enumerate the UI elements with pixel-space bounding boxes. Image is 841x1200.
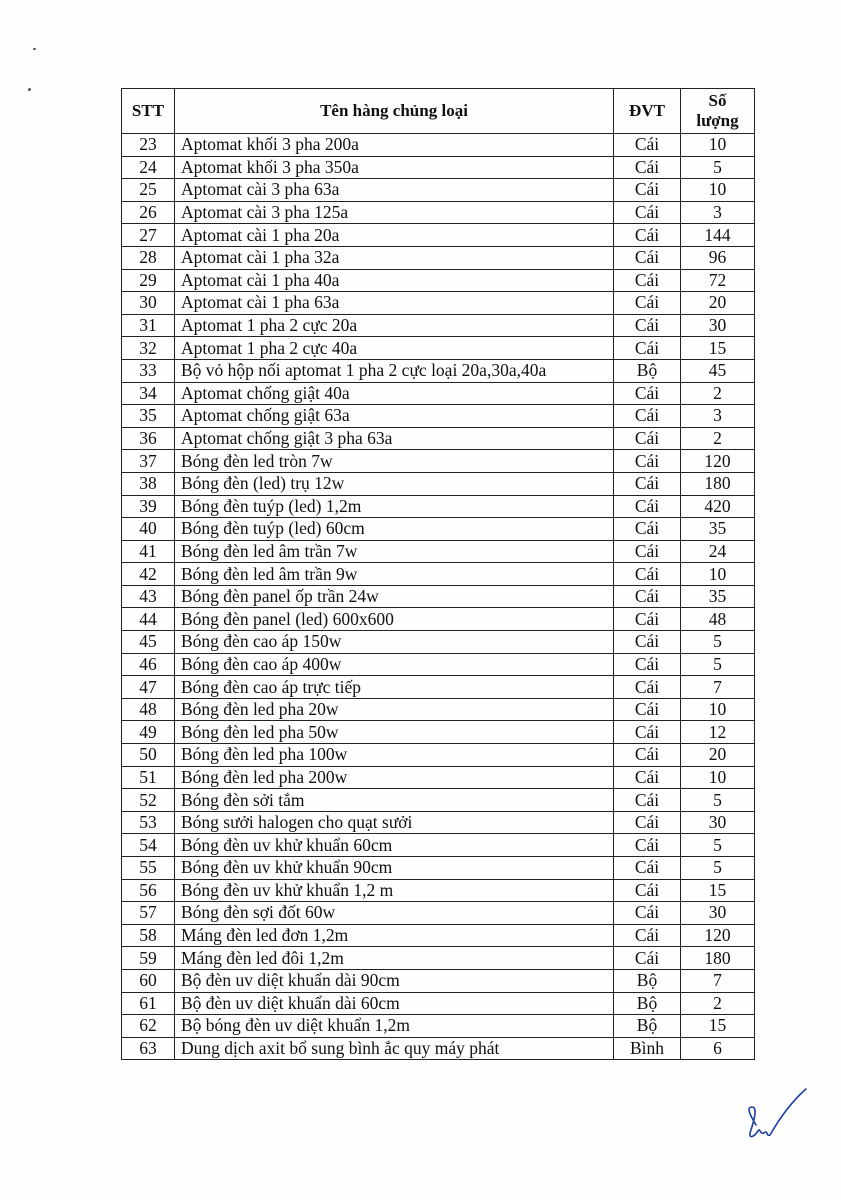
row-stt: 49 [122,721,175,744]
table-row [122,947,755,970]
row-quantity: 2 [681,382,755,405]
row-quantity: 20 [681,292,755,315]
table-row [122,495,755,518]
table-row [122,698,755,721]
row-unit: Cái [614,744,681,767]
row-unit: Cái [614,518,681,541]
table-row [122,382,755,405]
row-quantity: 5 [681,857,755,880]
row-item-name: Dung dịch axit bổ sung bình ắc quy máy phát [175,1037,614,1060]
table-row [122,292,755,315]
row-unit: Cái [614,179,681,202]
row-quantity: 20 [681,744,755,767]
row-quantity: 12 [681,721,755,744]
row-item-name: Bóng đèn led tròn 7w [175,450,614,473]
table-row [122,472,755,495]
row-quantity: 15 [681,879,755,902]
table-row [122,224,755,247]
row-stt: 42 [122,563,175,586]
row-stt: 40 [122,518,175,541]
row-unit: Cái [614,676,681,699]
row-stt: 58 [122,924,175,947]
row-unit: Cái [614,224,681,247]
table-row [122,608,755,631]
row-unit: Cái [614,902,681,925]
table-row [122,337,755,360]
header-name: Tên hàng chủng loại [175,89,614,134]
table-row [122,359,755,382]
table-row [122,631,755,654]
row-quantity: 10 [681,563,755,586]
row-quantity: 144 [681,224,755,247]
row-stt: 23 [122,134,175,157]
row-stt: 63 [122,1037,175,1060]
row-item-name: Bộ bóng đèn uv diệt khuẩn 1,2m [175,1015,614,1038]
header-quantity [681,89,755,134]
row-stt: 32 [122,337,175,360]
table-row [122,1015,755,1038]
row-quantity: 30 [681,902,755,925]
row-quantity: 5 [681,789,755,812]
row-stt: 51 [122,766,175,789]
row-stt: 25 [122,179,175,202]
table-row [122,766,755,789]
header-unit: ĐVT [614,89,681,134]
row-unit: Cái [614,721,681,744]
row-unit: Cái [614,382,681,405]
row-quantity: 120 [681,450,755,473]
row-stt: 59 [122,947,175,970]
row-unit: Cái [614,563,681,586]
row-unit: Cái [614,337,681,360]
row-quantity: 30 [681,314,755,337]
table-row [122,179,755,202]
row-unit: Bộ [614,1015,681,1038]
row-item-name: Bộ vỏ hộp nối aptomat 1 pha 2 cực loại 20a,30a,40a [175,359,614,382]
row-item-name: Bóng đèn uv khử khuẩn 90cm [175,857,614,880]
row-item-name: Bóng đèn led pha 20w [175,698,614,721]
row-quantity: 35 [681,518,755,541]
header-quantity-line2: lượng [696,111,739,130]
row-unit: Cái [614,495,681,518]
row-quantity: 15 [681,1015,755,1038]
row-stt: 48 [122,698,175,721]
row-quantity: 180 [681,472,755,495]
row-item-name: Bóng đèn sởi tắm [175,789,614,812]
row-quantity: 96 [681,246,755,269]
row-item-name: Aptomat cài 1 pha 63a [175,292,614,315]
row-stt: 41 [122,540,175,563]
row-item-name: Bóng đèn cao áp 150w [175,631,614,654]
table-row [122,269,755,292]
row-stt: 60 [122,969,175,992]
row-stt: 62 [122,1015,175,1038]
row-item-name: Aptomat cài 1 pha 20a [175,224,614,247]
table-row [122,156,755,179]
table-row [122,653,755,676]
row-item-name: Aptomat khối 3 pha 350a [175,156,614,179]
signature-mark [742,1085,812,1155]
row-item-name: Aptomat 1 pha 2 cực 40a [175,337,614,360]
row-item-name: Bóng đèn led âm trần 7w [175,540,614,563]
row-quantity: 7 [681,676,755,699]
row-item-name: Máng đèn led đơn 1,2m [175,924,614,947]
row-item-name: Aptomat cài 3 pha 63a [175,179,614,202]
row-quantity: 48 [681,608,755,631]
row-quantity: 5 [681,834,755,857]
row-unit: Cái [614,201,681,224]
row-unit: Cái [614,789,681,812]
row-item-name: Aptomat cài 1 pha 40a [175,269,614,292]
row-unit: Cái [614,292,681,315]
row-quantity: 3 [681,405,755,428]
table-row [122,676,755,699]
row-stt: 28 [122,246,175,269]
row-item-name: Bộ đèn uv diệt khuẩn dài 60cm [175,992,614,1015]
row-unit: Cái [614,427,681,450]
row-item-name: Aptomat chống giật 3 pha 63a [175,427,614,450]
row-item-name: Bóng đèn (led) trụ 12w [175,472,614,495]
row-stt: 36 [122,427,175,450]
table-row [122,540,755,563]
table-row [122,1037,755,1060]
row-quantity: 7 [681,969,755,992]
row-stt: 57 [122,902,175,925]
row-unit: Cái [614,947,681,970]
row-stt: 30 [122,292,175,315]
row-unit: Bình [614,1037,681,1060]
table-header-row [122,89,755,134]
row-quantity: 120 [681,924,755,947]
row-quantity: 2 [681,992,755,1015]
table-row [122,834,755,857]
goods-table [121,88,755,1060]
table-row [122,427,755,450]
row-unit: Cái [614,608,681,631]
row-quantity: 10 [681,766,755,789]
row-quantity: 5 [681,653,755,676]
table-row [122,902,755,925]
row-item-name: Bóng đèn uv khử khuẩn 60cm [175,834,614,857]
row-quantity: 420 [681,495,755,518]
table-row [122,857,755,880]
row-quantity: 35 [681,585,755,608]
row-item-name: Bóng đèn led pha 200w [175,766,614,789]
row-item-name: Bóng đèn panel ốp trần 24w [175,585,614,608]
row-item-name: Bóng đèn led âm trần 9w [175,563,614,586]
scan-speck [28,88,31,91]
row-item-name: Bóng đèn led pha 50w [175,721,614,744]
row-stt: 24 [122,156,175,179]
row-quantity: 2 [681,427,755,450]
row-unit: Cái [614,585,681,608]
row-stt: 29 [122,269,175,292]
row-stt: 27 [122,224,175,247]
row-unit: Cái [614,834,681,857]
row-stt: 26 [122,201,175,224]
row-unit: Cái [614,879,681,902]
row-quantity: 180 [681,947,755,970]
row-item-name: Bóng đèn uv khử khuẩn 1,2 m [175,879,614,902]
row-unit: Cái [614,540,681,563]
row-item-name: Aptomat khối 3 pha 200a [175,134,614,157]
table-row [122,879,755,902]
table-row [122,811,755,834]
row-item-name: Bóng đèn cao áp trực tiếp [175,676,614,699]
row-stt: 44 [122,608,175,631]
row-unit: Cái [614,314,681,337]
row-stt: 35 [122,405,175,428]
row-stt: 56 [122,879,175,902]
table-row [122,134,755,157]
row-quantity: 10 [681,179,755,202]
row-item-name: Aptomat 1 pha 2 cực 20a [175,314,614,337]
row-stt: 52 [122,789,175,812]
row-unit: Cái [614,857,681,880]
row-item-name: Aptomat cài 3 pha 125a [175,201,614,224]
table-row [122,201,755,224]
row-quantity: 6 [681,1037,755,1060]
row-quantity: 15 [681,337,755,360]
row-unit: Cái [614,653,681,676]
row-unit: Bộ [614,359,681,382]
row-item-name: Aptomat chống giật 63a [175,405,614,428]
scan-speck [33,48,36,50]
row-unit: Cái [614,405,681,428]
row-unit: Cái [614,811,681,834]
row-item-name: Bóng đèn sợi đốt 60w [175,902,614,925]
row-unit: Cái [614,156,681,179]
row-unit: Cái [614,924,681,947]
table-row [122,789,755,812]
row-item-name: Bóng sưởi halogen cho quạt sưởi [175,811,614,834]
row-stt: 37 [122,450,175,473]
row-quantity: 5 [681,631,755,654]
table-row [122,314,755,337]
row-item-name: Bóng đèn cao áp 400w [175,653,614,676]
row-stt: 39 [122,495,175,518]
row-quantity: 3 [681,201,755,224]
row-stt: 54 [122,834,175,857]
header-stt: STT [122,89,175,134]
row-item-name: Bóng đèn tuýp (led) 1,2m [175,495,614,518]
table-row [122,563,755,586]
row-stt: 55 [122,857,175,880]
table-row [122,721,755,744]
table-row [122,969,755,992]
table-row [122,405,755,428]
row-quantity: 10 [681,134,755,157]
row-stt: 53 [122,811,175,834]
table-row [122,924,755,947]
row-stt: 43 [122,585,175,608]
row-unit: Cái [614,134,681,157]
row-stt: 31 [122,314,175,337]
row-item-name: Bộ đèn uv diệt khuẩn dài 90cm [175,969,614,992]
row-stt: 38 [122,472,175,495]
row-quantity: 45 [681,359,755,382]
row-unit: Cái [614,246,681,269]
row-stt: 47 [122,676,175,699]
row-stt: 45 [122,631,175,654]
table-row [122,744,755,767]
row-unit: Cái [614,269,681,292]
row-quantity: 72 [681,269,755,292]
header-quantity-line1: Số [708,91,727,110]
row-quantity: 10 [681,698,755,721]
row-item-name: Máng đèn led đôi 1,2m [175,947,614,970]
row-stt: 61 [122,992,175,1015]
row-quantity: 30 [681,811,755,834]
row-item-name: Bóng đèn led pha 100w [175,744,614,767]
row-stt: 46 [122,653,175,676]
table-row [122,518,755,541]
row-unit: Cái [614,766,681,789]
table-body [122,134,755,1060]
row-unit: Bộ [614,969,681,992]
row-item-name: Aptomat chống giật 40a [175,382,614,405]
table-row [122,450,755,473]
row-unit: Cái [614,698,681,721]
row-quantity: 24 [681,540,755,563]
row-unit: Bộ [614,992,681,1015]
row-unit: Cái [614,472,681,495]
row-item-name: Bóng đèn panel (led) 600x600 [175,608,614,631]
row-stt: 33 [122,359,175,382]
row-stt: 50 [122,744,175,767]
row-stt: 34 [122,382,175,405]
table-row [122,246,755,269]
row-unit: Cái [614,450,681,473]
row-item-name: Bóng đèn tuýp (led) 60cm [175,518,614,541]
row-unit: Cái [614,631,681,654]
row-item-name: Aptomat cài 1 pha 32a [175,246,614,269]
row-quantity: 5 [681,156,755,179]
table-row [122,585,755,608]
table-row [122,992,755,1015]
